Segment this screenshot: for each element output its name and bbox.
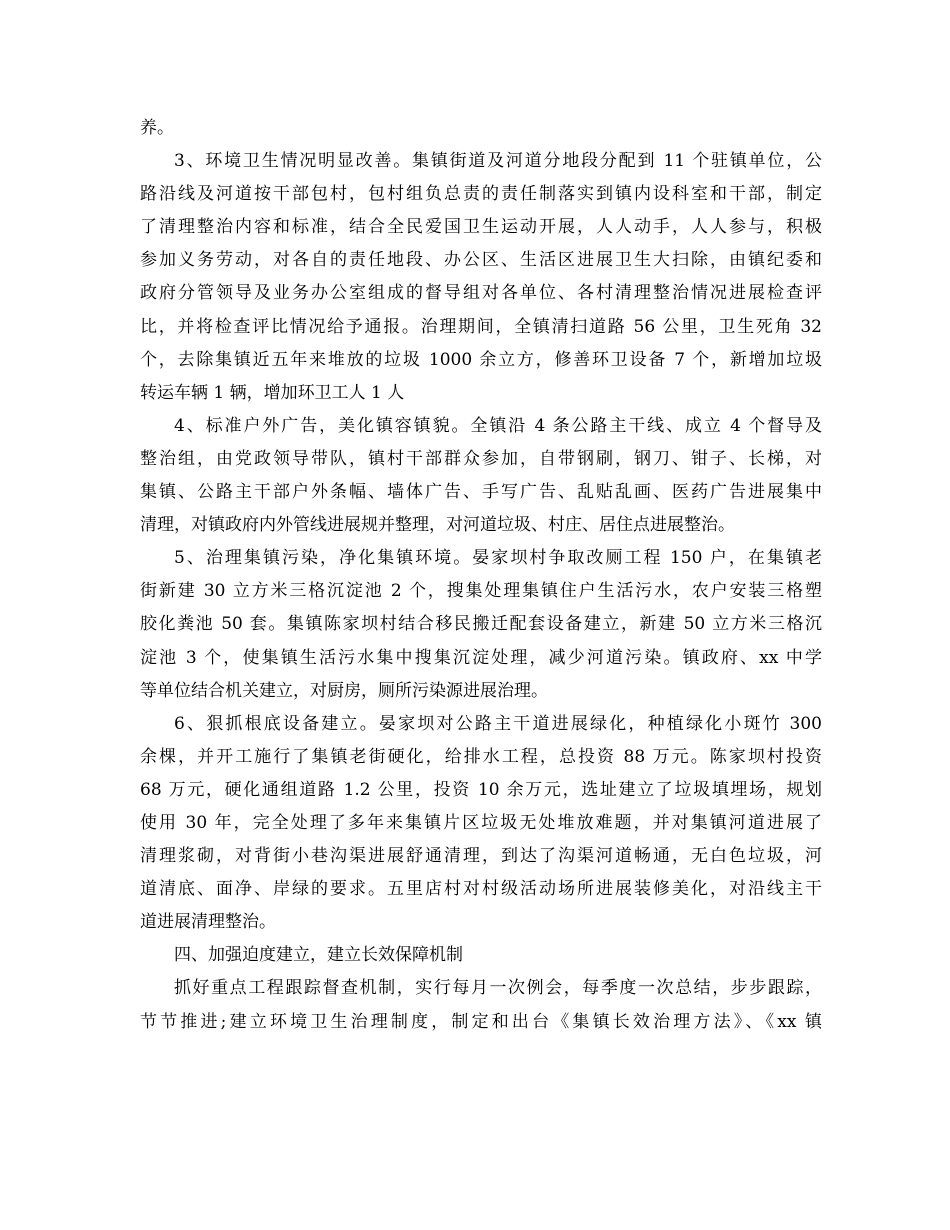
paragraph-5-line: 街新建 30 立方米三格沉淀池 2 个，搜集处理集镇住户生活污水，农户安装三格塑 — [140, 581, 822, 602]
paragraph-3-line: 比，并将检查评比情况给予通报。治理期间，全镇清扫道路 56 公里，卫生死角 32 — [140, 316, 822, 337]
paragraph-mechanism-line: 抓好重点工程跟踪督查机制，实行每月一次例会，每季度一次总结，步步跟踪， — [174, 978, 822, 999]
paragraph-mechanism-line: 节节推进;建立环境卫生治理制度，制定和出台《集镇长效治理方法》、《xx 镇 — [140, 1011, 822, 1032]
paragraph-4-line: 清理，对镇政府内外管线进展规并整理，对河道垃圾、村庄、居住点进展整治。 — [140, 515, 735, 536]
paragraph-6-line: 道清底、面净、岸绿的要求。五里店村对村级活动场所进展装修美化，对沿线主干 — [140, 879, 822, 900]
paragraph-3-line: 了清理整治内容和标准，结合全民爱国卫生运动开展，人人动手，人人参与，积极 — [140, 217, 822, 238]
paragraph-5-line: 胶化粪池 50 套。集镇陈家坝村结合移民搬迁配套设备建立，新建 50 立方米三格沉 — [140, 614, 822, 635]
paragraph-3-line: 转运车辆 1 辆，增加环卫工人 1 人 — [140, 382, 405, 403]
paragraph-3-line: 3、环境卫生情况明显改善。集镇街道及河道分地段分配到 11 个驻镇单位，公 — [174, 151, 822, 172]
paragraph-3-line: 路沿线及河道按干部包村，包村组负总责的责任制落实到镇内设科室和干部，制定 — [140, 184, 822, 205]
paragraph-5-line: 5、治理集镇污染，净化集镇环境。晏家坝村争取改厕工程 150 户，在集镇老 — [174, 548, 822, 569]
paragraph-5-line: 等单位结合机关建立，对厨房，厕所污染源进展治理。 — [140, 680, 548, 701]
section-heading: 四、加强迫度建立，建立长效保障机制 — [174, 945, 463, 966]
paragraph-6-line: 余棵，并开工施行了集镇老街硬化，给排水工程，总投资 88 万元。陈家坝村投资 — [140, 746, 822, 767]
text-line: 养。 — [140, 118, 174, 138]
paragraph-6-line: 使用 30 年，完全处理了多年来集镇片区垃圾无处堆放难题，并对集镇河道进展了 — [140, 812, 822, 833]
paragraph-4-line: 整治组，由党政领导带队，镇村干部群众参加，自带钢刷，钢刀、钳子、长梯，对 — [140, 448, 822, 469]
paragraph-3-line: 参加义务劳动，对各自的责任地段、办公区、生活区进展卫生大扫除，由镇纪委和 — [140, 250, 822, 271]
paragraph-4-line: 4、标准户外广告，美化镇容镇貌。全镇沿 4 条公路主干线、成立 4 个督导及 — [174, 415, 822, 436]
paragraph-6-line: 6、狠抓根底设备建立。晏家坝对公路主干道进展绿化，种植绿化小斑竹 300 — [174, 713, 822, 734]
document-body — [140, 112, 822, 1039]
paragraph-6-line: 清理浆砌，对背街小巷沟渠进展舒通清理，到达了沟渠河道畅通，无白色垃圾，河 — [140, 846, 822, 867]
paragraph-3-line: 政府分管领导及业务办公室组成的督导组对各单位、各村清理整治情况进展检查评 — [140, 283, 822, 304]
paragraph-6-line: 68 万元，硬化通组道路 1.2 公里，投资 10 余万元，选址建立了垃圾填埋场，规划 — [140, 779, 822, 800]
paragraph-3-line: 个，去除集镇近五年来堆放的垃圾 1000 余立方，修善环卫设备 7 个，新增加垃圾 — [140, 349, 822, 370]
paragraph-5-line: 淀池 3 个，使集镇生活污水集中搜集沉淀处理，减少河道污染。镇政府、xx 中学 — [140, 647, 822, 668]
paragraph-6-line: 道进展清理整治。 — [140, 912, 276, 933]
paragraph-4-line: 集镇、公路主干部户外条幅、墙体广告、手写广告、乱贴乱画、医药广告进展集中 — [140, 482, 822, 503]
